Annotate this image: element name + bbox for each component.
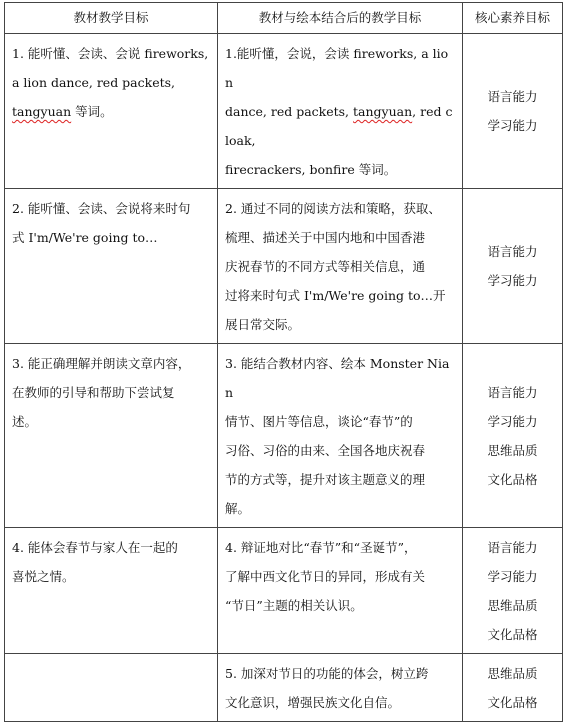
core-item: 学习能力 <box>487 118 538 133</box>
core-item: 文化品格 <box>487 471 538 487</box>
header-combined-goals: 教材与绘本结合后的教学目标 <box>218 3 463 34</box>
cell-line: 了解中西文化节日的异同，形成有关 <box>225 569 426 584</box>
core-literacy-cell <box>463 528 563 654</box>
cell-line: 庆祝春节的不同方式等相关信息，通 <box>225 259 426 274</box>
cell-line: tangyuan 等词。 <box>12 104 113 119</box>
cell-line: 4. 辩证地对比“春节”和“圣诞节”， <box>225 540 417 555</box>
core-item: 语言能力 <box>487 539 538 555</box>
core-item: 思维品质 <box>487 597 538 613</box>
cell-line: 1.能听懂，会说，会读 fireworks, a lion <box>225 46 449 90</box>
cell-line: 1. 能听懂、会读、会说 fireworks, <box>12 46 209 61</box>
core-literacy-cell <box>463 34 563 189</box>
cell-line: firecrackers, bonfire 等词。 <box>225 162 397 177</box>
table-row <box>5 189 563 344</box>
header-textbook-goals: 教材教学目标 <box>5 3 218 34</box>
core-literacy-cell <box>463 344 563 528</box>
core-item: 学习能力 <box>487 568 538 584</box>
combined-goal-cell <box>218 344 463 528</box>
cell-line: 式 I'm/We're going to… <box>12 230 158 245</box>
cell-line: 5. 加深对节日的功能的体会，树立跨 <box>225 666 429 681</box>
textbook-goal-cell <box>5 528 218 654</box>
table-row <box>5 528 563 654</box>
textbook-goal-cell <box>5 344 218 528</box>
table-row <box>5 344 563 528</box>
cell-line: “节日”主题的相关认识。 <box>225 598 363 613</box>
core-item: 语言能力 <box>487 89 538 104</box>
textbook-goal-cell <box>5 34 218 189</box>
core-item: 学习能力 <box>487 273 538 288</box>
combined-goal-cell <box>218 654 463 722</box>
cell-line: 习俗、习俗的由来、全国各地庆祝春 <box>225 443 426 458</box>
spellcheck-underline: tangyuan <box>353 104 413 119</box>
header-core-literacy: 核心素养目标 <box>463 3 563 34</box>
cell-line: dance, red packets, tangyuan, red cloak, <box>225 104 453 148</box>
cell-line: 喜悦之情。 <box>12 569 75 584</box>
teaching-objectives-table <box>4 2 563 722</box>
combined-goal-cell <box>218 189 463 344</box>
core-literacy-cell <box>463 189 563 344</box>
cell-line: 3. 能正确理解并朗读文章内容， <box>12 356 191 371</box>
core-item: 文化品格 <box>487 626 538 642</box>
table-row <box>5 34 563 189</box>
combined-goal-cell <box>218 34 463 189</box>
combined-goal-cell <box>218 528 463 654</box>
core-item: 思维品质 <box>487 665 538 681</box>
cell-line: 节的方式等，提升对该主题意义的理 <box>225 472 426 487</box>
core-item: 语言能力 <box>487 244 538 259</box>
spellcheck-underline: tangyuan <box>12 104 72 119</box>
cell-line: 述。 <box>12 414 38 429</box>
textbook-goal-cell <box>5 189 218 344</box>
textbook-goal-cell-empty <box>5 654 218 722</box>
cell-line: 文化意识，增强民族文化自信。 <box>225 695 401 710</box>
core-item: 学习能力 <box>487 413 538 429</box>
cell-line: 过将来时句式 I'm/We're going to…开 <box>225 288 446 303</box>
cell-line: 4. 能体会春节与家人在一起的 <box>12 540 178 555</box>
core-item: 思维品质 <box>487 442 538 458</box>
cell-line: 解。 <box>225 501 251 516</box>
cell-line: 2. 能听懂、会读、会说将来时句 <box>12 201 191 216</box>
cell-line: 在教师的引导和帮助下尝试复 <box>12 385 175 400</box>
cell-line: a lion dance, red packets, <box>12 75 176 90</box>
cell-line: 2. 通过不同的阅读方法和策略，获取、 <box>225 201 441 216</box>
cell-line: 梳理、描述关于中国内地和中国香港 <box>225 230 426 245</box>
core-item: 文化品格 <box>487 694 538 710</box>
table-row <box>5 654 563 722</box>
cell-line: 情节、图片等信息，谈论“春节”的 <box>225 414 413 429</box>
core-item: 语言能力 <box>487 384 538 400</box>
header-row <box>5 3 563 34</box>
core-literacy-cell <box>463 654 563 722</box>
cell-line: 3. 能结合教材内容、绘本 Monster Nian <box>225 356 450 400</box>
cell-line: 展日常交际。 <box>225 317 301 332</box>
